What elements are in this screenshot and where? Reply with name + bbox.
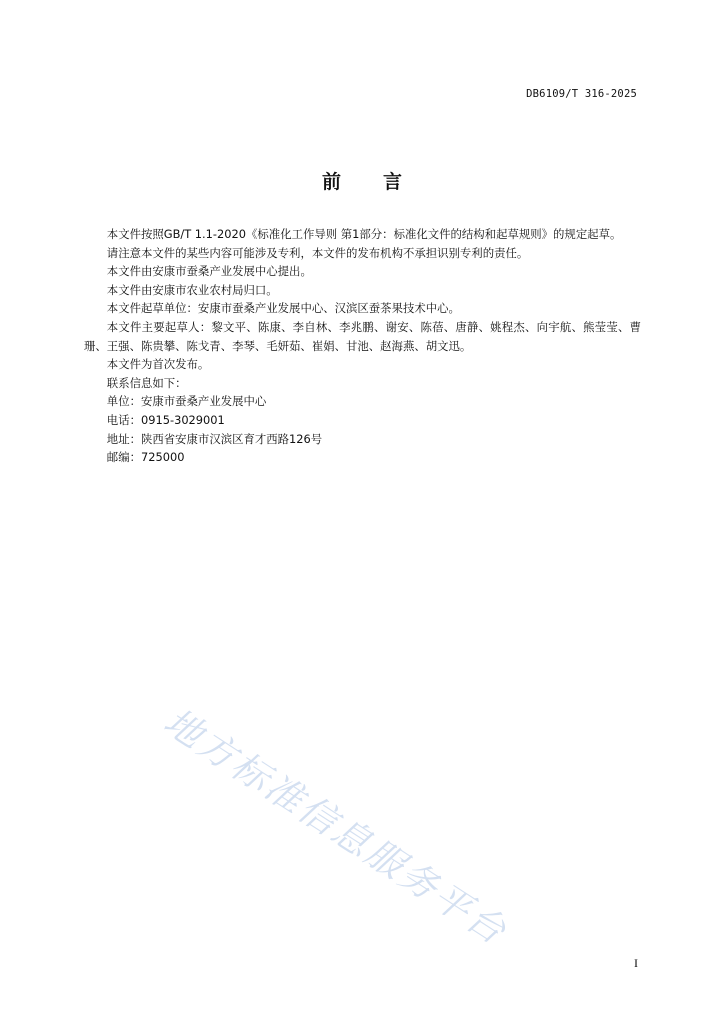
document-code: DB6109/T 316-2025 bbox=[526, 88, 637, 100]
page-title bbox=[0, 167, 724, 194]
page-title-char-2: 言 bbox=[383, 171, 403, 193]
contact-address: 地址：陕西省安康市汉滨区育才西路126号 bbox=[106, 431, 323, 446]
paragraph-drafting-units: 本文件起草单位：安康市蚕桑产业发展中心、汉滨区蚕茶果技术中心。 bbox=[106, 301, 460, 316]
paragraph-patent-notice: 请注意本文件的某些内容可能涉及专利，本文件的发布机构不承担识别专利的责任。 bbox=[106, 245, 529, 260]
contact-postcode: 邮编：725000 bbox=[106, 450, 185, 465]
watermark: 地方标准信息服务平台 bbox=[156, 699, 516, 954]
page-title-char-1: 前 bbox=[321, 171, 341, 193]
paragraph-drafters: 本文件主要起草人：黎文平、陈康、李自林、李兆鹏、谢安、陈蓓、唐静、姚程杰、向宇航、熊莹莹、曹珊、王强、陈贵攀、陈戈青、李琴、毛妍茹、崔娟、甘池、赵海燕、胡文迅。 bbox=[84, 319, 641, 353]
contact-phone: 电话：0915-3029001 bbox=[106, 412, 225, 427]
contact-unit: 单位：安康市蚕桑产业发展中心 bbox=[106, 394, 267, 409]
paragraph-standard-basis: 本文件按照GB/T 1.1-2020《标准化工作导则 第1部分：标准化文件的结构和起草规则》的规定起草。 bbox=[106, 227, 622, 241]
foreword-body bbox=[84, 225, 641, 467]
paragraph-administrator: 本文件由安康市农业农村局归口。 bbox=[106, 282, 278, 297]
paragraph-first-release: 本文件为首次发布。 bbox=[106, 357, 210, 372]
paragraph-proposer: 本文件由安康市蚕桑产业发展中心提出。 bbox=[106, 264, 312, 279]
page-number: I bbox=[634, 956, 638, 970]
contact-heading: 联系信息如下： bbox=[106, 375, 187, 390]
